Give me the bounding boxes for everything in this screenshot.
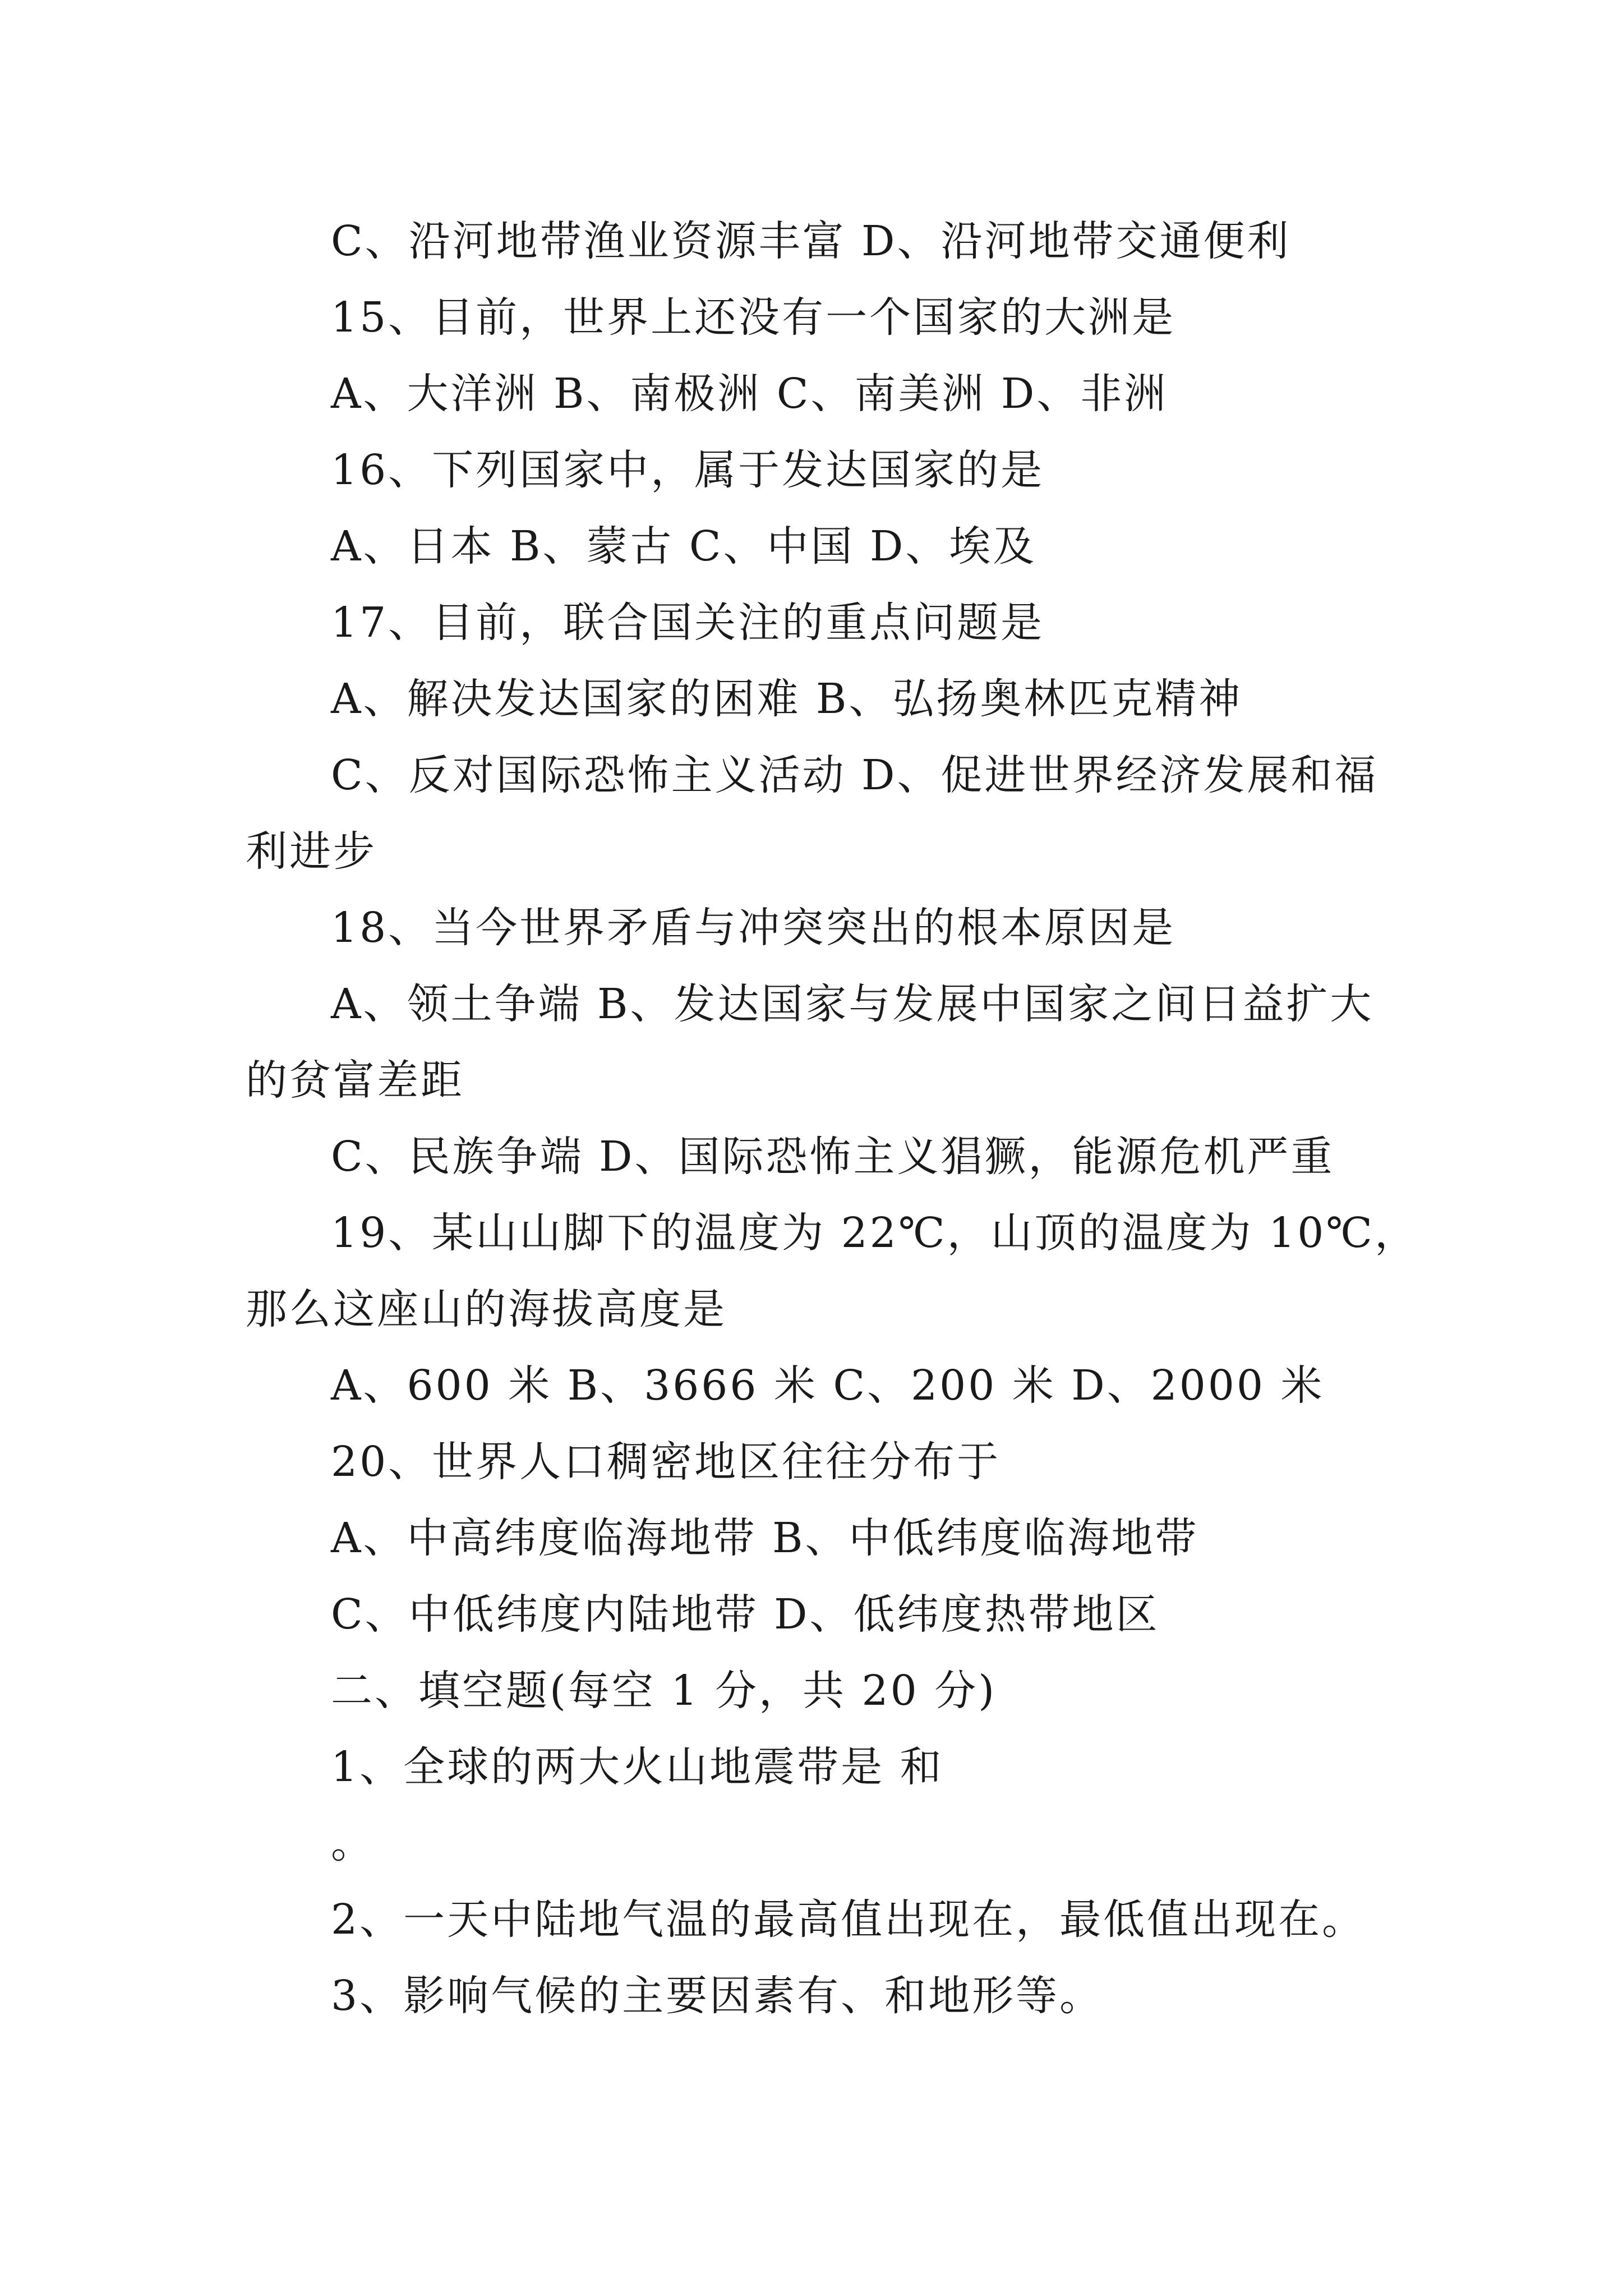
options-18-cd: C、民族争端 D、国际恐怖主义猖獗，能源危机严重 <box>331 1133 1335 1181</box>
options-15: A、大洋洲 B、南极洲 C、南美洲 D、非洲 <box>331 370 1168 418</box>
section-heading-fill-in: 二、填空题(每空 1 分，共 20 分) <box>331 1667 997 1715</box>
question-18: 18、当今世界矛盾与冲突突出的根本原因是 <box>331 904 1176 952</box>
fill-question-1: 1、全球的两大火山地震带是 和 <box>331 1743 944 1791</box>
options-18-ab: A、领土争端 B、发达国家与发展中国家之间日益扩大 <box>331 980 1374 1028</box>
options-19: A、600 米 B、3666 米 C、200 米 D、2000 米 <box>331 1361 1325 1410</box>
options-20-ab: A、中高纬度临海地带 B、中低纬度临海地带 <box>331 1514 1199 1562</box>
question-17: 17、目前，联合国关注的重点问题是 <box>331 599 1045 647</box>
question-15: 15、目前，世界上还没有一个国家的大洲是 <box>331 293 1176 342</box>
question-19: 19、某山山脚下的温度为 22℃，山顶的温度为 10℃， <box>331 1209 1419 1257</box>
options-18-ab-cont: 的贫富差距 <box>246 1056 464 1105</box>
options-16: A、日本 B、蒙古 C、中国 D、埃及 <box>331 522 1037 570</box>
fill-question-1-cont: 。 <box>331 1819 375 1867</box>
option-line-14-cd: C、沿河地带渔业资源丰富 D、沿河地带交通便利 <box>331 217 1291 265</box>
options-17-cd-cont: 利进步 <box>246 827 377 876</box>
question-19-cont: 那么这座山的海拔高度是 <box>246 1285 727 1333</box>
question-16: 16、下列国家中，属于发达国家的是 <box>331 446 1045 494</box>
options-17-cd: C、反对国际恐怖主义活动 D、促进世界经济发展和福 <box>331 751 1378 799</box>
fill-question-3: 3、影响气候的主要因素有、和地形等。 <box>331 1972 1104 2020</box>
question-20: 20、世界人口稠密地区往往分布于 <box>331 1438 1001 1486</box>
options-20-cd: C、中低纬度内陆地带 D、低纬度热带地区 <box>331 1590 1160 1639</box>
options-17-ab: A、解决发达国家的困难 B、弘扬奥林匹克精神 <box>331 675 1243 723</box>
fill-question-2: 2、一天中陆地气温的最高值出现在，最低值出现在。 <box>331 1895 1366 1944</box>
